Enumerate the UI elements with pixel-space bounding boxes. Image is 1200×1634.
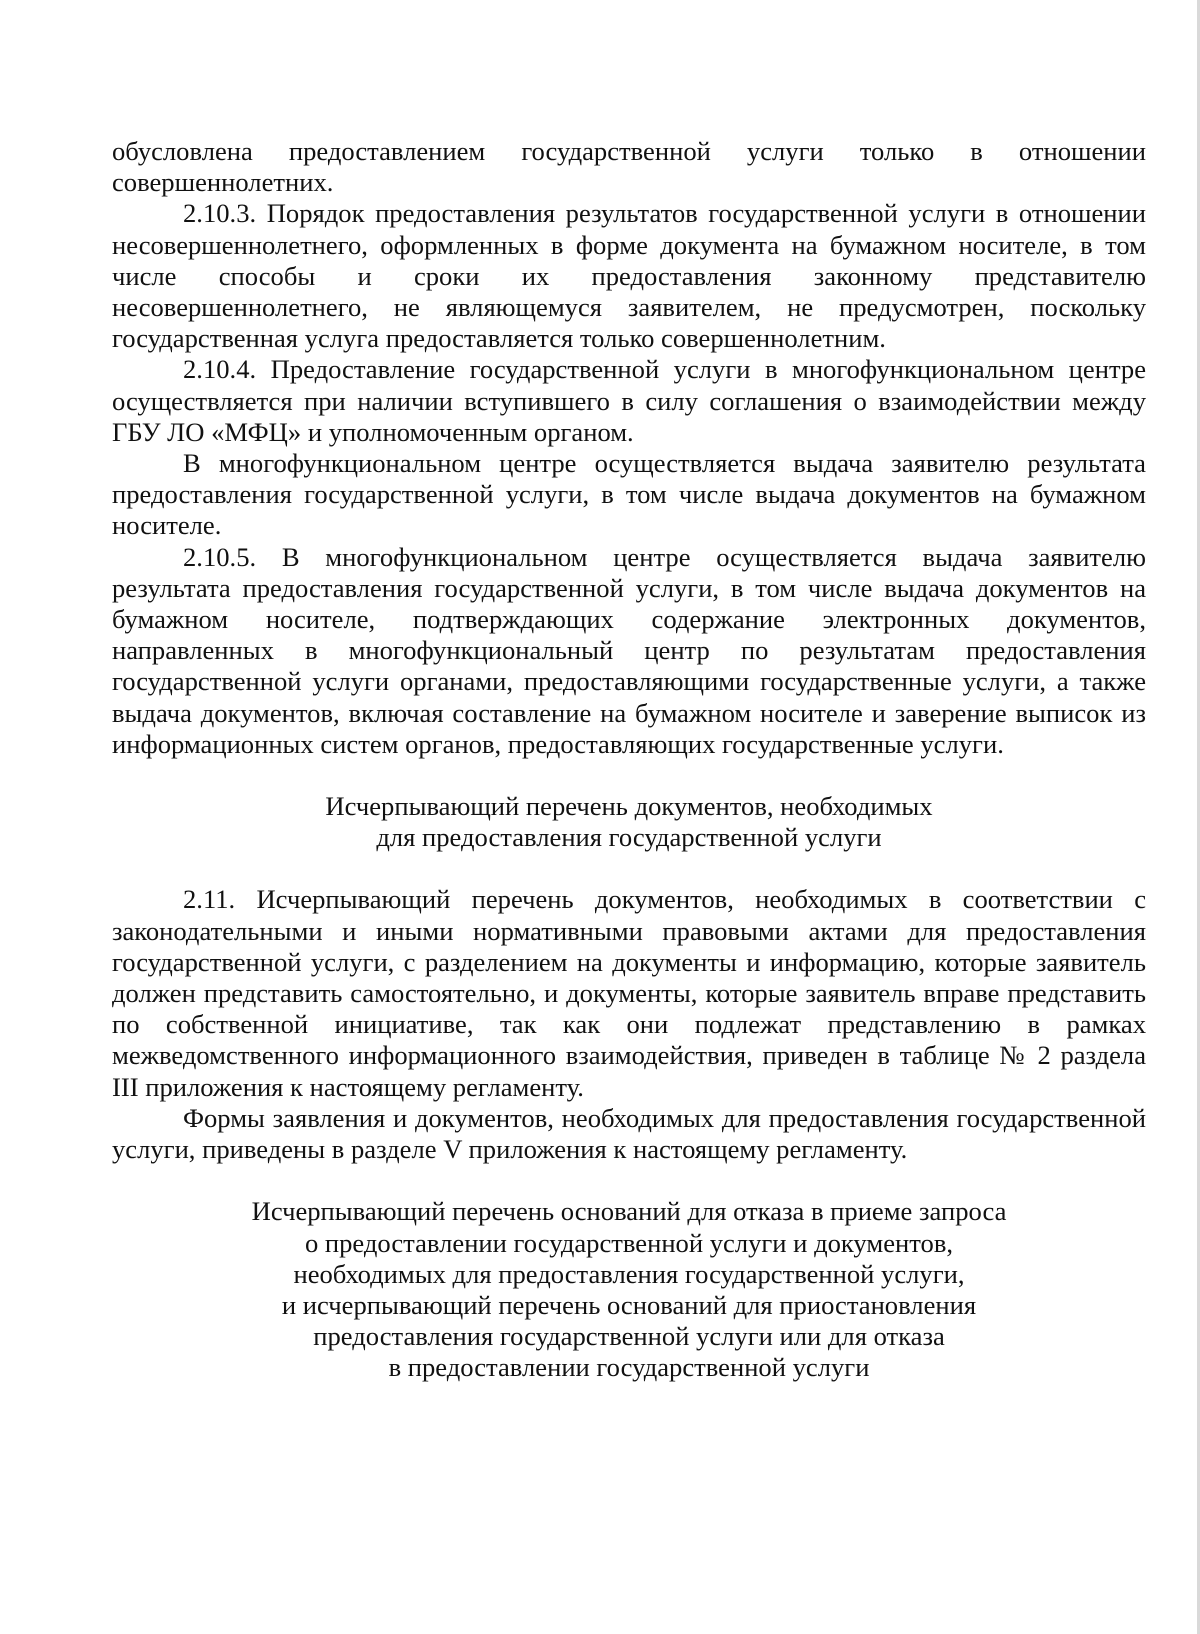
paragraph-2-10-3: 2.10.3. Порядок предоставления результатов государственной услуги в отношении несовершеннолетнего, оформленных в форме документа на бумажном носителе, в том числе способы и сроки их предоставления законному представителю несовершеннолетнего, не являющемуся заявителем, не предусмотрен, поскольку государственная услуга предоставляется только совершеннолетним.: [112, 198, 1146, 354]
heading-line: Исчерпывающий перечень оснований для отказа в приеме запроса: [251, 1196, 1007, 1227]
paragraph-mfc-issuance: В многофункциональном центре осуществляется выдача заявителю результата предоставления государственной услуги, в том числе выдача документов на бумажном носителе.: [112, 448, 1146, 541]
section-heading-documents-list: [112, 791, 1146, 853]
heading-line: в предоставлении государственной услуги: [388, 1352, 870, 1383]
paragraph-application-forms: Формы заявления и документов, необходимых для предоставления государственной услуги, приведены в разделе V приложения к настоящему регламенту.: [112, 1102, 1146, 1165]
heading-line: Исчерпывающий перечень документов, необходимых: [325, 791, 933, 822]
paragraph-continuation: обусловлена предоставлением государственной услуги только в отношении совершеннолетних.: [112, 136, 1146, 198]
document-body: [112, 136, 1146, 1384]
paragraph-2-10-5: 2.10.5. В многофункциональном центре осуществляется выдача заявителю результата предоставления государственной услуги, в том числе выдача документов на бумажном носителе, подтверждающих содержание электронных документов, направленных в многофункциональный центр по результатам предоставления государственной услуги органами, предоставляющими государственные услуги, а также выдача документов, включая составление на бумажном носителе и заверение выписок из информационных систем органов, предоставляющих государственные услуги.: [112, 541, 1146, 759]
heading-line: о предоставлении государственной услуги и документов,: [304, 1227, 954, 1258]
heading-line: и исчерпывающий перечень оснований для приостановления: [281, 1289, 977, 1320]
section-heading-refusal-grounds: [112, 1196, 1146, 1383]
heading-line: необходимых для предоставления государственной услуги,: [293, 1258, 965, 1289]
heading-line: для предоставления государственной услуги: [376, 822, 882, 853]
heading-line: предоставления государственной услуги или для отказа: [313, 1321, 945, 1352]
paragraph-2-11: 2.11. Исчерпывающий перечень документов, необходимых в соответствии с законодательными и иными нормативными правовыми актами для предоставления государственной услуги, с разделением на документы и информацию, которые заявитель должен представить самостоятельно, и документы, которые заявитель вправе представить по собственной инициативе, так как они подлежат представлению в рамках межведомственного информационного взаимодействия, приведен в таблице № 2 раздела III приложения к настоящему регламенту.: [112, 884, 1146, 1102]
paragraph-2-10-4: 2.10.4. Предоставление государственной услуги в многофункциональном центре осуществляется при наличии вступившего в силу соглашения о взаимодействии между ГБУ ЛО «МФЦ» и уполномоченным органом.: [112, 354, 1146, 447]
